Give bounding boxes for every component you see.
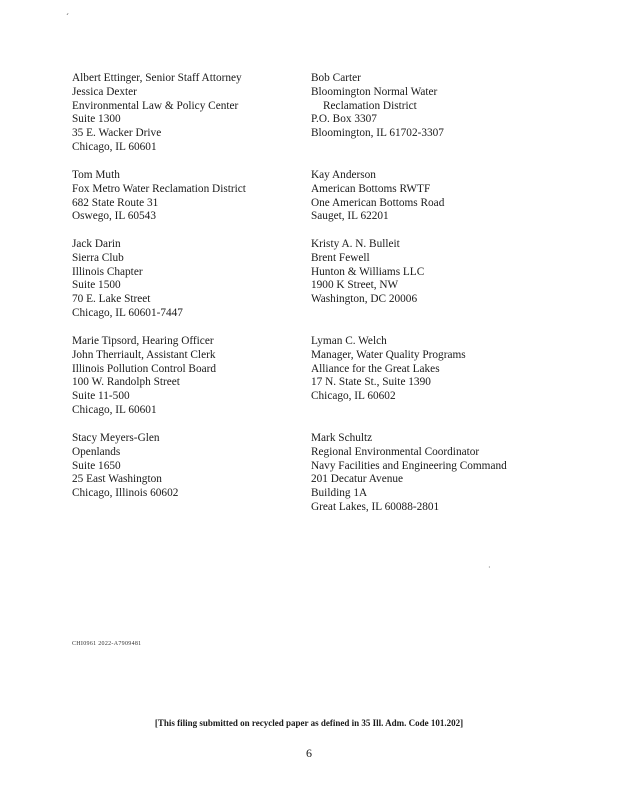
address-line: Chicago, IL 60601: [72, 140, 157, 153]
address-block-left-4: [72, 335, 216, 418]
address-line: 201 Decatur Avenue: [311, 473, 404, 486]
address-line: John Therriault, Assistant Clerk: [72, 348, 216, 361]
address-line: Reclamation District: [323, 99, 417, 112]
address-line: Chicago, IL 60601-7447: [72, 306, 183, 319]
address-line: 70 E. Lake Street: [72, 293, 151, 306]
address-line: Mark Schultz: [311, 432, 373, 444]
address-line: Alliance for the Great Lakes: [311, 362, 440, 375]
address-block-left-3: [72, 238, 183, 321]
address-block-left-1: [72, 72, 242, 155]
address-line: 25 East Washington: [72, 473, 162, 486]
address-block-right-5: [311, 432, 507, 515]
address-line: Regional Environmental Coordinator: [311, 445, 480, 458]
address-line: 17 N. State St., Suite 1390: [311, 376, 431, 389]
address-line: Manager, Water Quality Programs: [311, 348, 466, 361]
address-line: Building 1A: [311, 487, 368, 500]
address-line: Kay Anderson: [311, 169, 376, 181]
address-block-right-4: [311, 335, 466, 404]
address-line: Tom Muth: [72, 169, 120, 181]
address-line: Illinois Pollution Control Board: [72, 362, 217, 375]
address-line: Chicago, Illinois 60602: [72, 487, 179, 500]
address-line: Suite 1500: [72, 279, 121, 292]
address-line: Navy Facilities and Engineering Command: [311, 459, 507, 472]
address-line: 1900 K Street, NW: [311, 279, 399, 292]
address-line: Lyman C. Welch: [311, 335, 387, 347]
address-block-left-2: [72, 169, 246, 224]
address-line: One American Bottoms Road: [311, 196, 445, 209]
address-line: Brent Fewell: [311, 251, 370, 264]
recycled-paper-note: [This filing submitted on recycled paper as defined in 35 Ill. Adm. Code 101.202]: [154, 718, 464, 728]
address-line: 35 E. Wacker Drive: [72, 127, 162, 140]
address-line: Marie Tipsord, Hearing Officer: [72, 335, 214, 347]
address-line: Illinois Chapter: [72, 265, 143, 278]
address-block-right-2: [311, 169, 444, 224]
address-line: Bob Carter: [311, 72, 361, 84]
address-line: Openlands: [72, 445, 121, 458]
address-line: Sauget, IL 62201: [311, 210, 389, 223]
address-line: Suite 1650: [72, 459, 121, 472]
address-line: Stacy Meyers-Glen: [72, 432, 160, 444]
address-line: Suite 1300: [72, 113, 121, 126]
address-line: Washington, DC 20006: [311, 293, 418, 306]
address-line: Kristy A. N. Bulleit: [311, 238, 400, 250]
address-line: Suite 11-500: [72, 390, 130, 403]
address-line: Great Lakes, IL 60088-2801: [311, 500, 440, 513]
address-line: Jack Darin: [72, 238, 121, 250]
stray-mark: ·: [488, 563, 491, 572]
address-line: Bloomington, IL 61702-3307: [311, 127, 444, 140]
address-line: Oswego, IL 60543: [72, 210, 156, 223]
address-line: 100 W. Randolph Street: [72, 376, 180, 389]
document-id: CHI0961 2022-A7909481: [72, 641, 142, 647]
page-number: 6: [306, 746, 312, 760]
address-line: Albert Ettinger, Senior Staff Attorney: [72, 72, 242, 84]
address-block-left-5: [72, 432, 178, 501]
address-line: P.O. Box 3307: [311, 113, 377, 126]
address-block-right-3: [311, 238, 424, 307]
address-line: 682 State Route 31: [72, 196, 159, 209]
address-block-right-1: [311, 72, 444, 141]
header-mark: ´: [66, 12, 69, 22]
address-line: Environmental Law & Policy Center: [72, 99, 239, 112]
address-line: American Bottoms RWTF: [311, 182, 431, 195]
address-line: Jessica Dexter: [72, 85, 137, 98]
address-line: Sierra Club: [72, 251, 124, 264]
address-line: Chicago, IL 60601: [72, 403, 157, 416]
address-line: Fox Metro Water Reclamation District: [72, 182, 246, 195]
address-line: Bloomington Normal Water: [311, 85, 438, 98]
address-line: Chicago, IL 60602: [311, 390, 396, 403]
address-line: Hunton & Williams LLC: [311, 265, 425, 278]
